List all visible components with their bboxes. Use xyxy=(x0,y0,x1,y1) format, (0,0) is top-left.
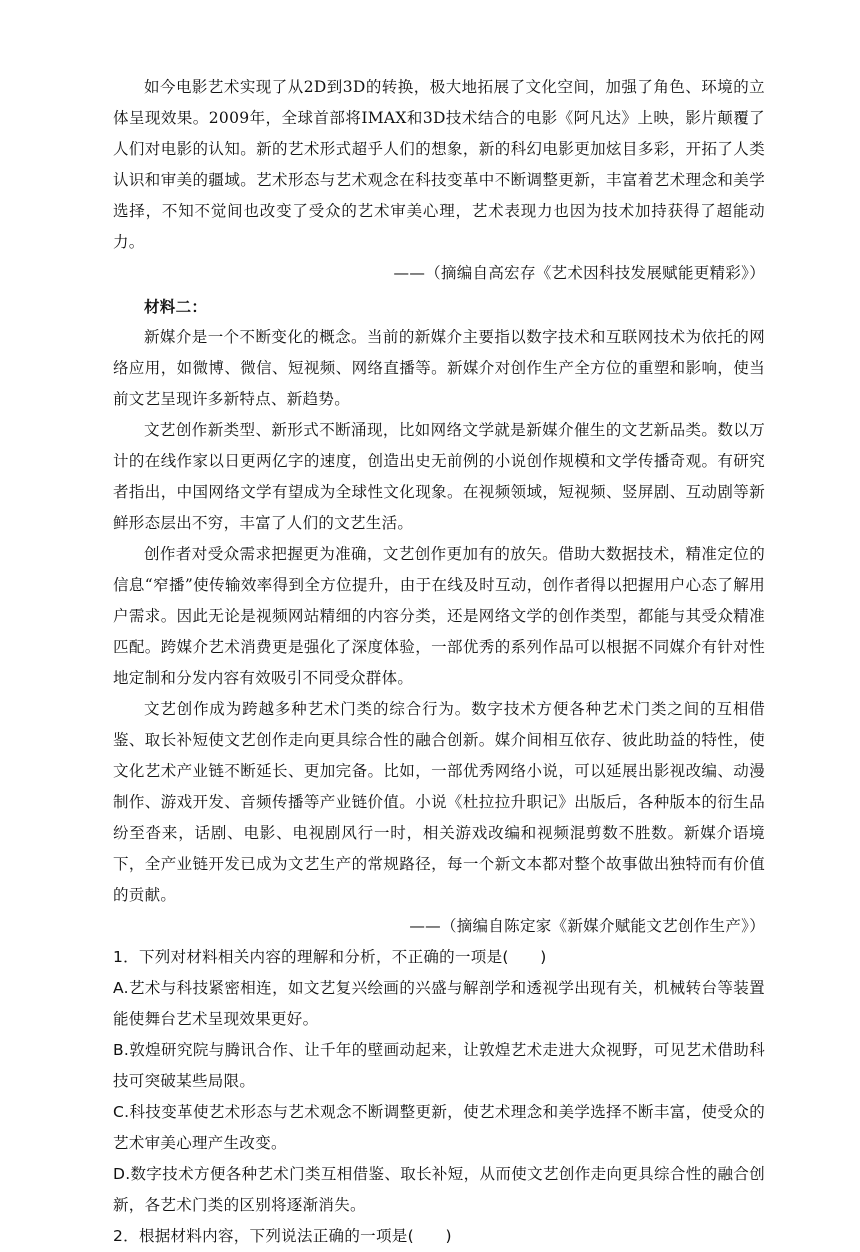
question1-option-a: A.艺术与科技紧密相连，如文艺复兴绘画的兴盛与解剖学和透视学出现有关，机械转台等装置能使舞台艺术呈现效果更好。 xyxy=(113,979,765,1028)
document-body xyxy=(113,72,765,1252)
question1-option-c: C.科技变革使艺术形态与艺术观念不断调整更新，使艺术理念和美学选择不断丰富，使受众的艺术审美心理产生改变。 xyxy=(113,1103,765,1152)
question1-option-d: D.数字技术方便各种艺术门类互相借鉴、取长补短，从而使文艺创作走向更具综合性的融合创新，各艺术门类的区别将逐渐消失。 xyxy=(113,1165,765,1214)
question1-stem: 1．下列对材料相关内容的理解和分析，不正确的一项是( ) xyxy=(113,948,547,966)
material2-source: ——（摘编自陈定家《新媒介赋能文艺创作生产》） xyxy=(409,917,765,935)
material1-source: ——（摘编自高宏存《艺术因科技发展赋能更精彩》） xyxy=(393,264,765,282)
material2-paragraph-1: 新媒介是一个不断变化的概念。当前的新媒介主要指以数字技术和互联网技术为依托的网络应用，如微博、微信、短视频、网络直播等。新媒介对创作生产全方位的重塑和影响，使当前文艺呈现许多新特点、新趋势。 xyxy=(113,328,765,408)
question2-stem: 2．根据材料内容，下列说法正确的一项是( ) xyxy=(113,1227,452,1245)
material1-paragraph: 如今电影艺术实现了从2D到3D的转换，极大地拓展了文化空间，加强了角色、环境的立体呈现效果。2009年，全球首部将IMAX和3D技术结合的电影《阿凡达》上映，影片颠覆了人们对电影的认知。新的艺术形式超乎人们的想象，新的科幻电影更加炫目多彩，开拓了人类认识和审美的疆域。艺术形态与艺术观念在科技变革中不断调整更新，丰富着艺术理念和美学选择，不知不觉间也改变了受众的艺术审美心理，艺术表现力也因为技术加持获得了超能动力。 xyxy=(113,78,765,251)
material2-paragraph-3: 创作者对受众需求把握更为准确，文艺创作更加有的放矢。借助大数据技术，精准定位的信息“窄播”使传输效率得到全方位提升，由于在线及时互动，创作者得以把握用户心态了解用户需求。因此无论是视频网站精细的内容分类，还是网络文学的创作类型，都能与其受众精准匹配。跨媒介艺术消费更是强化了深度体验，一部优秀的系列作品可以根据不同媒介有针对性地定制和分发内容有效吸引不同受众群体。 xyxy=(113,545,765,687)
material2-paragraph-4: 文艺创作成为跨越多种艺术门类的综合行为。数字技术方便各种艺术门类之间的互相借鉴、取长补短使文艺创作走向更具综合性的融合创新。媒介间相互依存、彼此助益的特性，使文化艺术产业链不断延长、更加完备。比如，一部优秀网络小说，可以延展出影视改编、动漫制作、游戏开发、音频传播等产业链价值。小说《杜拉拉升职记》出版后，各种版本的衍生品纷至沓来，话剧、电影、电视剧风行一时，相关游戏改编和视频混剪数不胜数。新媒介语境下，全产业链开发已成为文艺生产的常规路径，每一个新文本都对整个故事做出独特而有价值的贡献。 xyxy=(113,700,765,904)
question1-option-b: B.敦煌研究院与腾讯合作、让千年的壁画动起来，让敦煌艺术走进大众视野，可见艺术借助科技可突破某些局限。 xyxy=(113,1041,765,1090)
material2-paragraph-2: 文艺创作新类型、新形式不断涌现，比如网络文学就是新媒介催生的文艺新品类。数以万计的在线作家以日更两亿字的速度，创造出史无前例的小说创作规模和文学传播奇观。有研究者指出，中国网络文学有望成为全球性文化现象。在视频领域，短视频、竖屏剧、互动剧等新鲜形态层出不穷，丰富了人们的文艺生活。 xyxy=(113,421,765,532)
material2-label: 材料二： xyxy=(144,297,208,316)
